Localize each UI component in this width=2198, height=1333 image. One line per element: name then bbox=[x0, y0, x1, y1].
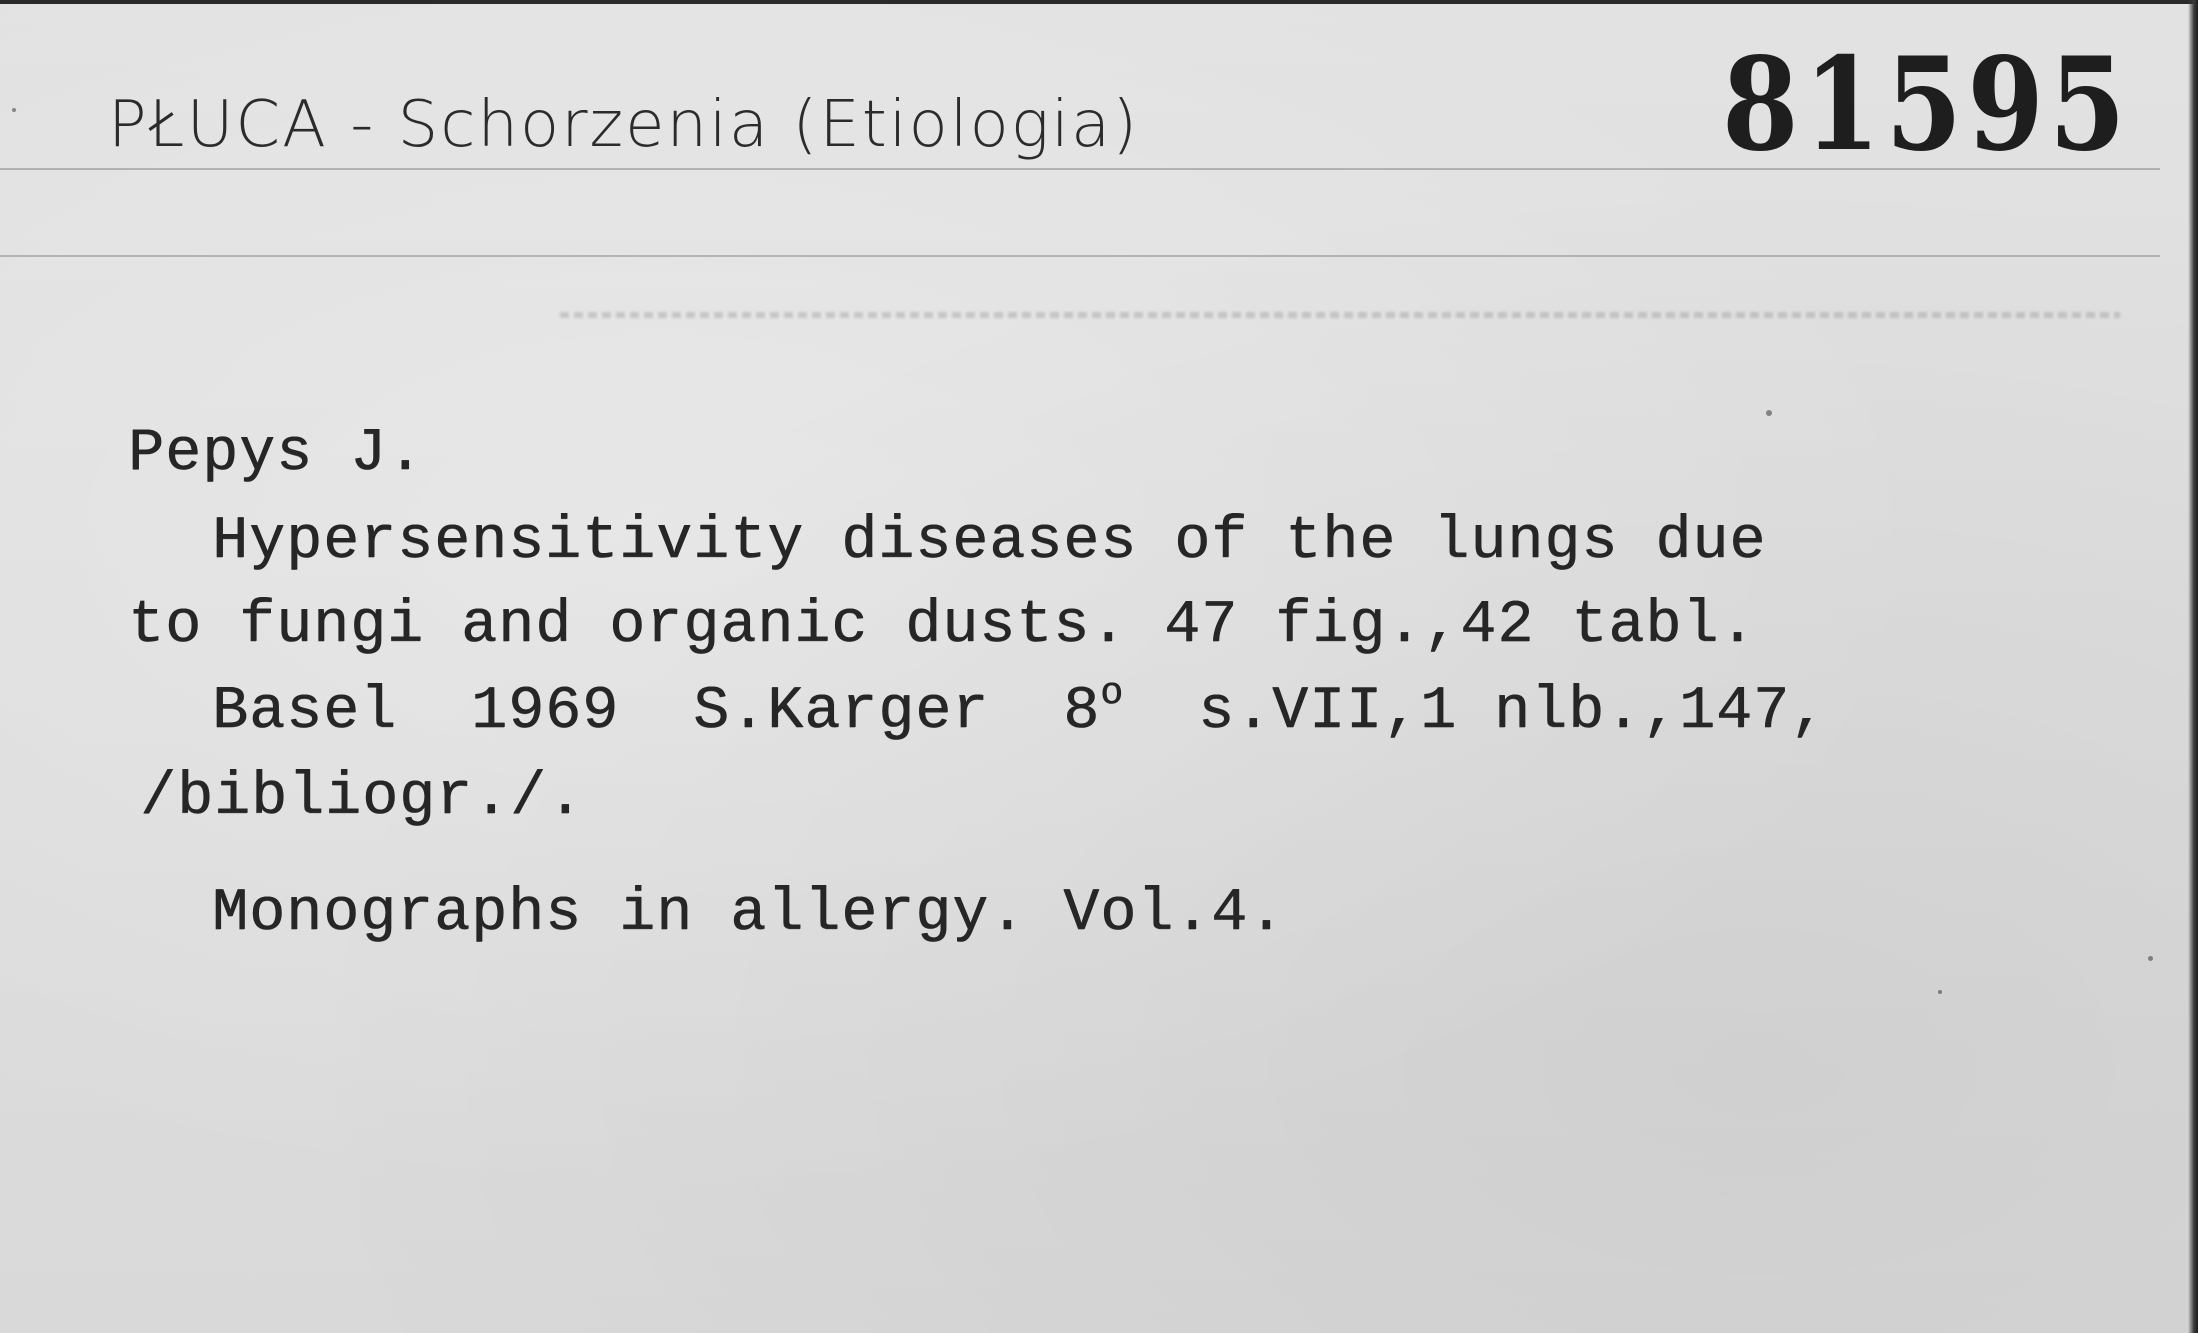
format-superscript: o bbox=[1100, 672, 1124, 715]
imprint-line bbox=[212, 672, 1828, 746]
bibliography-line: /bibliogr./. bbox=[140, 764, 585, 832]
series-line: Monographs in allergy. Vol.4. bbox=[212, 880, 1286, 948]
imprint-pages: s.VII,1 nlb.,147, bbox=[1123, 678, 1828, 746]
author-line: Pepys J. bbox=[128, 420, 425, 488]
card-rule-line bbox=[0, 255, 2160, 257]
imprint-place-year-publisher: Basel 1969 S.Karger 8 bbox=[212, 678, 1101, 746]
card-right-edge bbox=[2188, 0, 2198, 1333]
title-line-1: Hypersensitivity diseases of the lungs due bbox=[212, 508, 1767, 576]
title-line-2: to fungi and organic dusts. 47 fig.,42 tabl. bbox=[128, 592, 1757, 660]
paper-speck bbox=[1766, 410, 1772, 416]
paper-speck bbox=[12, 108, 16, 112]
faded-typed-line bbox=[560, 312, 2120, 318]
paper-speck bbox=[2148, 956, 2153, 961]
card-top-edge bbox=[0, 0, 2198, 4]
subject-heading: PŁUCA - Schorzenia (Etiologia) bbox=[108, 88, 1140, 162]
paper-speck bbox=[1938, 990, 1942, 994]
card-number: 81595 bbox=[1722, 30, 2131, 180]
